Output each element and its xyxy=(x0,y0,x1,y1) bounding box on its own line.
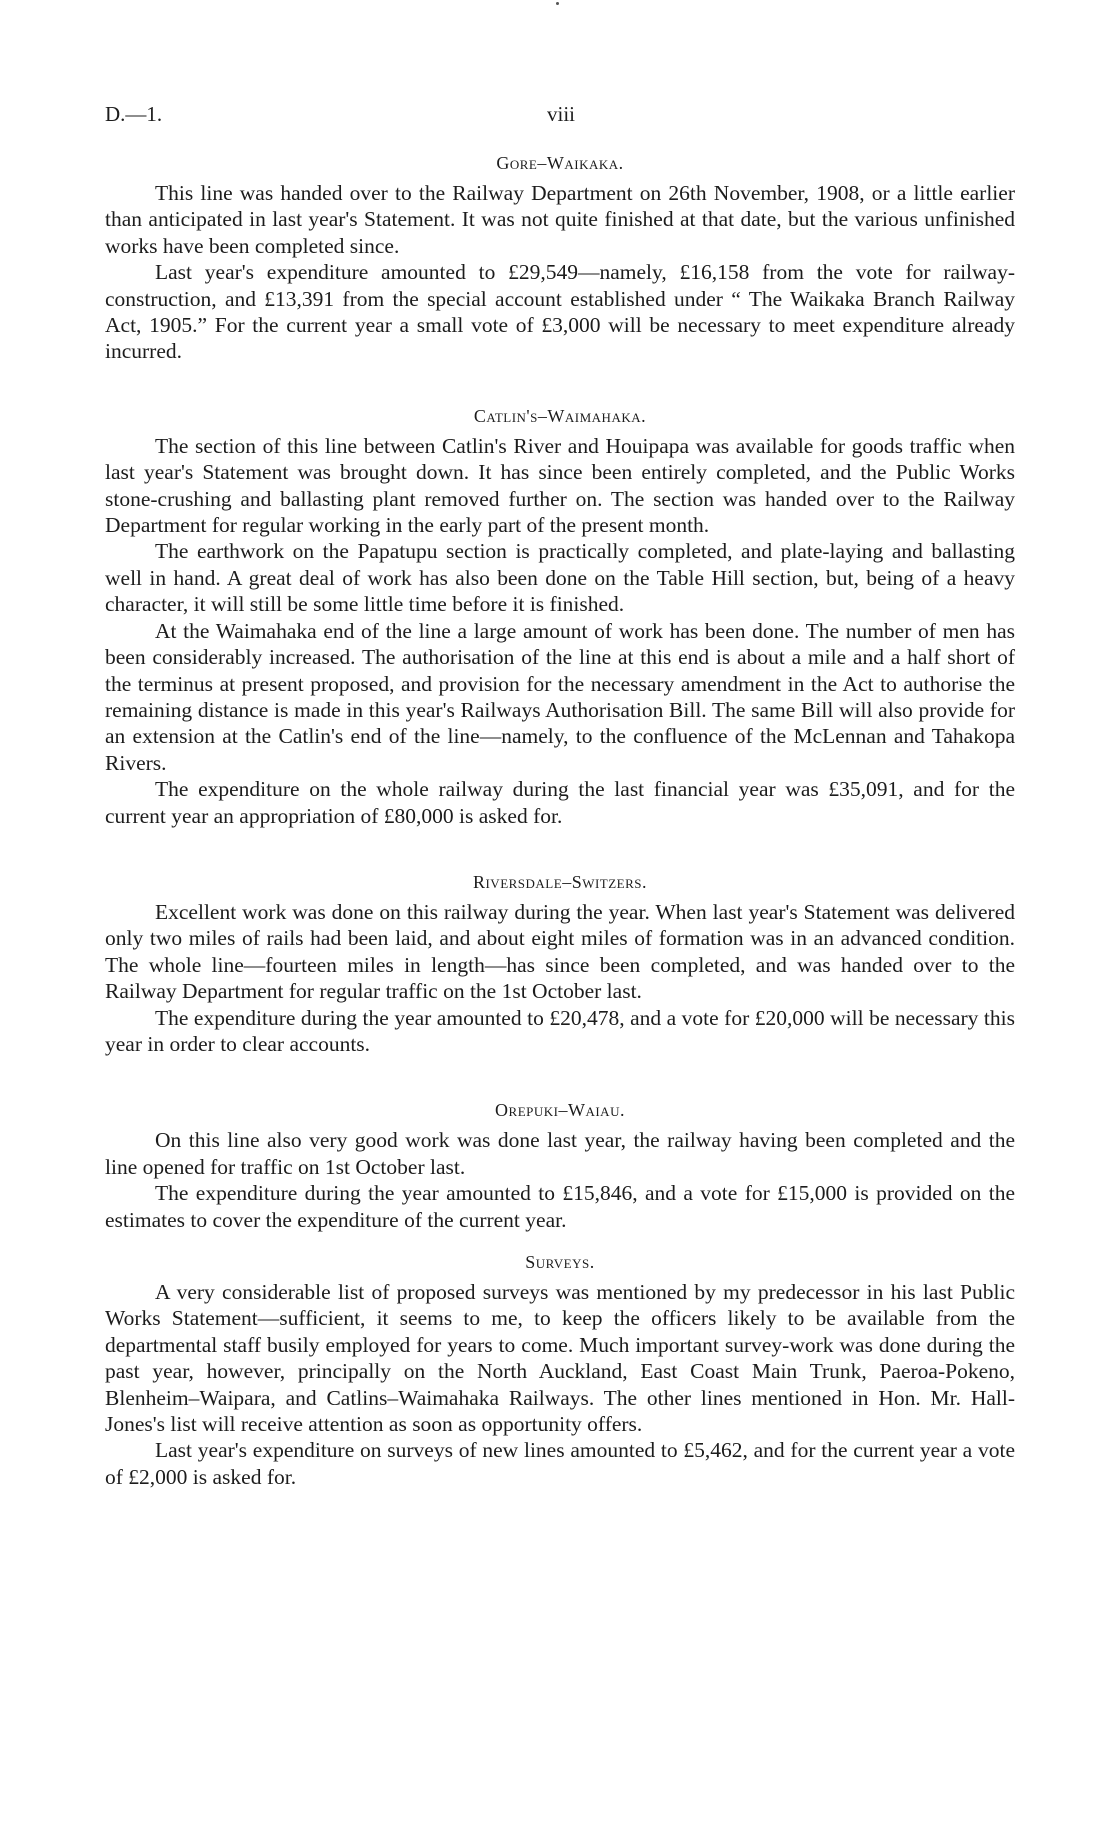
paragraph: The expenditure during the year amounted to £15,846, and a vote for £15,000 is provided on the estimates to cover the expenditure of the current year. xyxy=(105,1181,1015,1232)
section-orepuki-waiau xyxy=(105,1097,1015,1233)
paragraph: The section of this line between Catlin's River and Houipapa was available for goods traffic when last year's Statement was brought down. It has since been entirely completed, and the Public Works stone-crushing and ballasting plant removed further on. The section was handed over to the Railway Department for regular working in the early part of the present month. xyxy=(105,433,1015,538)
page-header xyxy=(105,102,1015,132)
paragraph: The earthwork on the Papatupu section is practically completed, and plate-laying and ballasting well in hand. A great deal of work has also been done on the Table Hill section, but, being of a heavy character, it will still be some little time before it is finished. xyxy=(105,539,1015,617)
paragraph: Last year's expenditure on surveys of new lines amounted to £5,462, and for the current year a vote of £2,000 is asked for. xyxy=(105,1438,1015,1489)
paragraph: At the Waimahaka end of the line a large amount of work has been done. The number of men has been considerably increased. The authorisation of the line at this end is about a mile and a half short of the terminus at present proposed, and provision for the necessary amendment in the Act to authorise the remaining distance is made in this year's Railways Authorisation Bill. The same Bill will also provide for an extension at the Catlin's end of the line—namely, to the confluence of the McLennan and Tahakopa Rivers. xyxy=(105,618,1015,775)
section-heading: Catlin's–Waimahaka. xyxy=(473,405,647,426)
section-heading: Riversdale–Switzers. xyxy=(472,871,648,892)
section-surveys xyxy=(105,1249,1015,1490)
page-number: viii xyxy=(547,102,576,126)
paragraph: A very considerable list of proposed surveys was mentioned by my predecessor in his last Public Works Statement—sufficient, it seems to me, to keep the officers likely to be available from the departmental staff busily employed for years to come. Much important survey-work was done during the past year, however, principally on the North Auckland, East Coast Main Trunk, Paeroa-Pokeno, Blenheim–Waipara, and Catlins–Waimahaka Railways. The other lines mentioned in Hon. Mr. Hall-Jones's list will receive attention as soon as opportunity offers. xyxy=(105,1280,1015,1437)
section-heading: Orepuki–Waiau. xyxy=(495,1100,625,1121)
section-gore-waikaka xyxy=(105,150,1015,365)
paragraph: The expenditure on the whole railway during the last financial year was £35,091, and for the current year an appropriation of £80,000 is asked for. xyxy=(105,777,1015,828)
scan-speck xyxy=(556,2,559,5)
paragraph: This line was handed over to the Railway Department on 26th November, 1908, or a little earlier than anticipated in last year's Statement. It was not quite finished at that date, but the various unfinished works have been completed since. xyxy=(105,181,1015,258)
paragraph: Last year's expenditure amounted to £29,549—namely, £16,158 from the vote for railway-construction, and £13,391 from the special account established under “ The Waikaka Branch Railway Act, 1905.” For the current year a small vote of £3,000 will be necessary to meet expenditure already incurred. xyxy=(105,260,1015,364)
section-heading: Surveys. xyxy=(525,1252,595,1272)
document-body xyxy=(105,150,1015,1490)
paragraph: Excellent work was done on this railway during the year. When last year's Statement was delivered only two miles of rails had been laid, and about eight miles of formation was in an advanced condition. The whole line—fourteen miles in length—has since been completed, and was handed over to the Railway Department for regular traffic on the 1st October last. xyxy=(105,899,1015,1004)
paragraph: On this line also very good work was done last year, the railway having been completed and the line opened for traffic on 1st October last. xyxy=(105,1128,1015,1179)
section-heading: Gore–Waikaka. xyxy=(496,153,624,173)
document-reference: D.—1. xyxy=(105,102,163,126)
section-riversdale-switzers xyxy=(105,869,1015,1057)
paragraph: The expenditure during the year amounted to £20,478, and a vote for £20,000 will be necessary this year in order to clear accounts. xyxy=(105,1005,1015,1056)
section-catlins-waimahaka xyxy=(105,403,1015,829)
